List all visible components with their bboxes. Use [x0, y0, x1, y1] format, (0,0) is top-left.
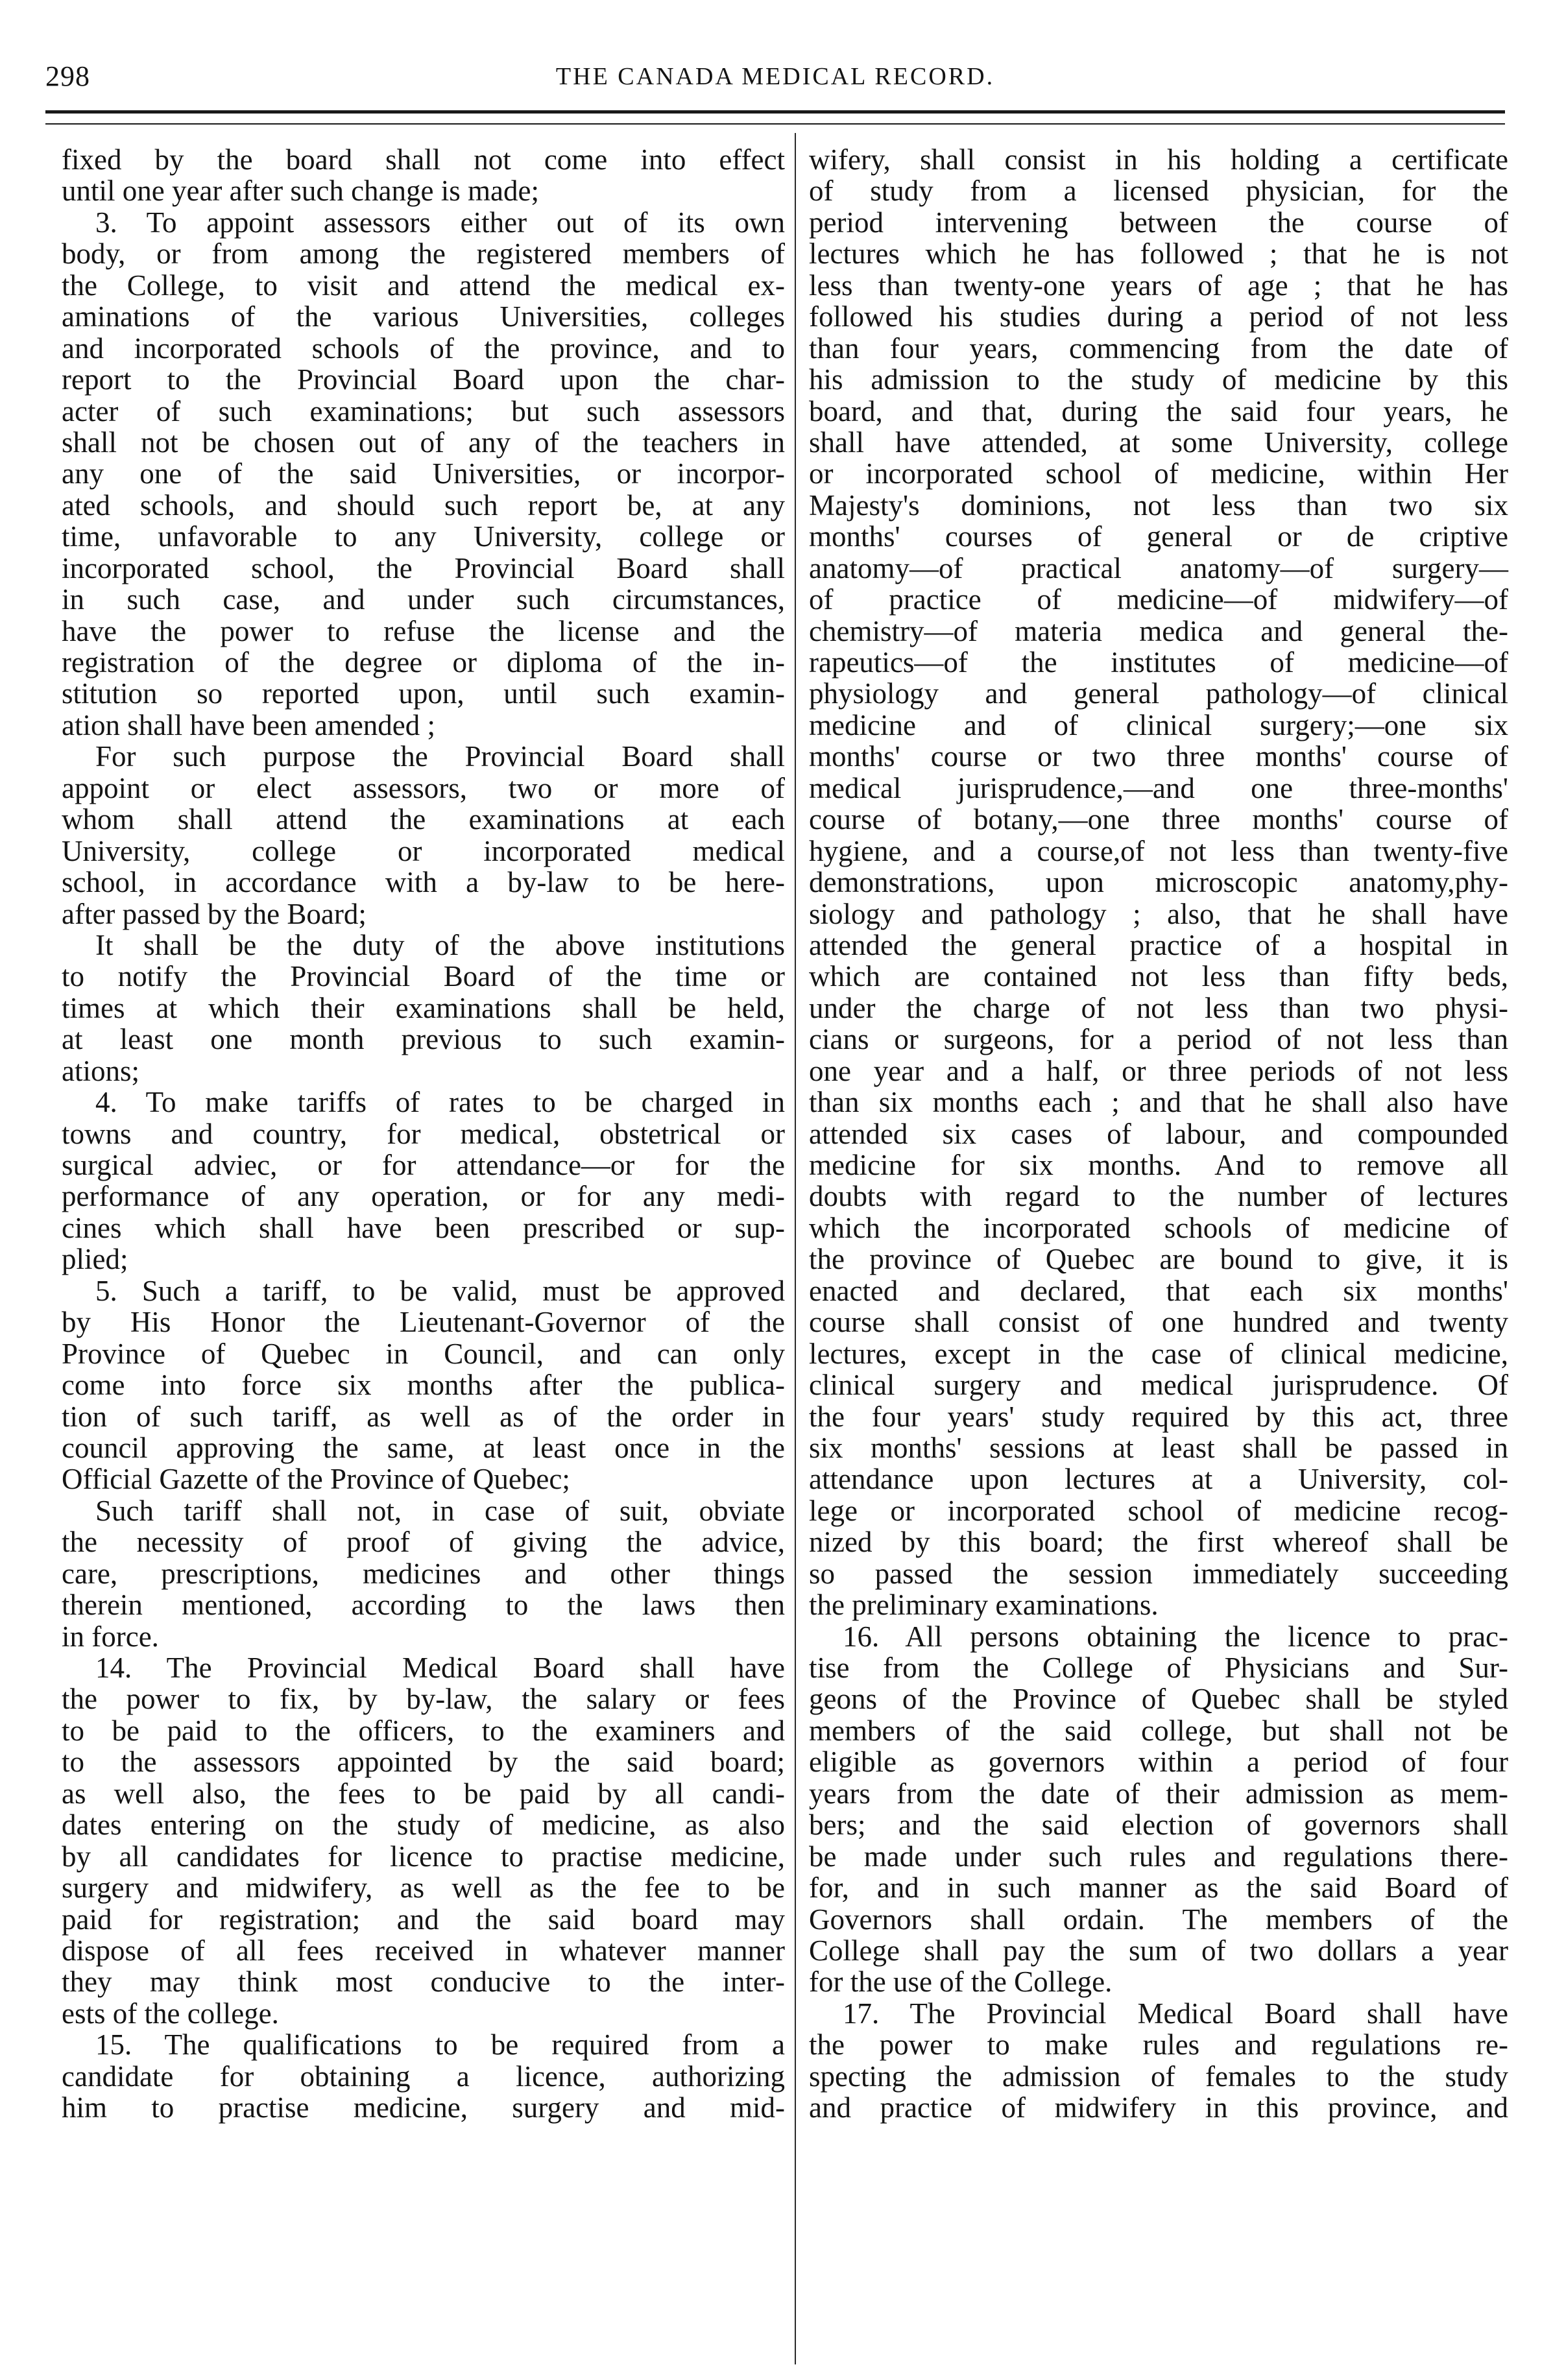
- text-line: come into force six months after the publica-: [62, 1369, 785, 1402]
- text-line: less than twenty-one years of age ; that he has: [809, 269, 1508, 302]
- text-line: surgery and midwifery, as well as the fee to be: [62, 1871, 785, 1905]
- text-line: than six months each ; and that he shall also have: [809, 1086, 1508, 1119]
- text-line: medical jurisprudence,—and one three-months': [809, 771, 1508, 804]
- text-line: wifery, shall consist in his holding a certificate: [809, 143, 1508, 176]
- text-line: at least one month previous to such examin-: [62, 1023, 785, 1056]
- text-line: in force.: [62, 1620, 159, 1653]
- text-line: surgical adviec, or for attendance—or for the: [62, 1149, 785, 1181]
- text-line: attended six cases of labour, and compounded: [809, 1117, 1508, 1150]
- text-line: College shall pay the sum of two dollars a year: [809, 1934, 1508, 1967]
- text-line: physiology and general pathology—of clinical: [809, 677, 1508, 710]
- text-line: the College, to visit and attend the medical ex-: [62, 269, 785, 302]
- text-line: bers; and the said election of governors shall: [809, 1809, 1508, 1842]
- text-line: acter of such examinations; but such assessors: [62, 394, 785, 427]
- text-line: months' courses of general or de criptive: [809, 520, 1508, 553]
- text-line: stitution so reported upon, until such examin-: [62, 677, 785, 710]
- text-line: Majesty's dominions, not less than two six: [809, 488, 1508, 522]
- text-line: candidate for obtaining a licence, authorizing: [62, 2060, 785, 2093]
- text-line: times at which their examinations shall be held,: [62, 991, 785, 1024]
- text-line: University, college or incorporated medical: [62, 834, 785, 867]
- text-line: siology and pathology ; also, that he shall have: [809, 897, 1508, 930]
- text-line: to notify the Provincial Board of the time or: [62, 960, 785, 993]
- text-line: clinical surgery and medical jurisprudence. Of: [809, 1369, 1508, 1402]
- text-line: after passed by the Board;: [62, 897, 367, 930]
- text-line: report to the Provincial Board upon the char-: [62, 363, 785, 396]
- text-line: 4. To make tariffs of rates to be charged in: [95, 1086, 785, 1119]
- text-line: shall have attended, at some University, college: [809, 426, 1508, 459]
- text-line: ations;: [62, 1054, 139, 1087]
- text-line: the preliminary examinations.: [809, 1589, 1159, 1622]
- text-line: the power to make rules and regulations re-: [809, 2028, 1508, 2061]
- text-line: members of the said college, but shall not be: [809, 1714, 1508, 1747]
- text-line: than four years, commencing from the date of: [809, 331, 1508, 365]
- text-line: ation shall have been amended ;: [62, 708, 436, 741]
- text-line: board, and that, during the said four years, he: [809, 394, 1508, 427]
- text-line: demonstrations, upon microscopic anatomy,phy-: [809, 866, 1508, 899]
- right-column: [809, 144, 1508, 2124]
- text-line: course of botany,—one three months' course of: [809, 803, 1508, 836]
- text-line: until one year after such change is made;: [62, 174, 539, 208]
- text-line: care, prescriptions, medicines and other things: [62, 1557, 785, 1590]
- text-line: aminations of the various Universities, colleges: [62, 300, 785, 333]
- running-title: THE CANADA MEDICAL RECORD.: [555, 63, 995, 90]
- text-line: the necessity of proof of giving the advice,: [62, 1526, 785, 1559]
- text-line: which are contained not less than fifty beds,: [809, 960, 1508, 993]
- text-line: geons of the Province of Quebec shall be styled: [809, 1683, 1508, 1716]
- text-line: incorporated school, the Provincial Board shall: [62, 551, 785, 584]
- text-line: one year and a half, or three periods of not less: [809, 1054, 1508, 1087]
- text-line: medicine for six months. And to remove all: [809, 1149, 1508, 1181]
- text-line: body, or from among the registered members of: [62, 237, 785, 270]
- text-line: For such purpose the Provincial Board shall: [95, 740, 785, 773]
- header-rule-thick: [45, 110, 1505, 114]
- text-line: which the incorporated schools of medicine of: [809, 1211, 1508, 1244]
- text-line: Such tariff shall not, in case of suit, obviate: [95, 1494, 785, 1527]
- text-line: chemistry—of materia medica and general the-: [809, 614, 1508, 647]
- text-line: of study from a licensed physician, for the: [809, 174, 1508, 208]
- text-line: they may think most conducive to the inter-: [62, 1965, 785, 1999]
- text-line: tise from the College of Physicians and Sur-: [809, 1652, 1508, 1684]
- text-line: Governors shall ordain. The members of the: [809, 1903, 1508, 1936]
- text-line: the power to fix, by by-law, the salary or fees: [62, 1683, 785, 1716]
- text-line: dates entering on the study of medicine, as also: [62, 1809, 785, 1842]
- text-line: specting the admission of females to the study: [809, 2060, 1508, 2093]
- text-line: anatomy—of practical anatomy—of surgery—: [809, 551, 1508, 584]
- text-line: period intervening between the course of: [809, 206, 1508, 239]
- text-line: doubts with regard to the number of lectures: [809, 1180, 1508, 1213]
- text-line: appoint or elect assessors, two or more of: [62, 771, 785, 804]
- text-line: 14. The Provincial Medical Board shall have: [95, 1652, 785, 1684]
- text-line: and incorporated schools of the province, and to: [62, 331, 785, 365]
- text-line: plied;: [62, 1243, 128, 1276]
- text-line: followed his studies during a period of not less: [809, 300, 1508, 333]
- text-line: time, unfavorable to any University, college or: [62, 520, 785, 553]
- text-line: rapeutics—of the institutes of medicine—of: [809, 646, 1508, 679]
- text-line: by all candidates for licence to practise medicine,: [62, 1840, 785, 1873]
- text-line: or incorporated school of medicine, within Her: [809, 457, 1508, 490]
- text-line: and practice of midwifery in this province, and: [809, 2091, 1508, 2124]
- text-line: so passed the session immediately succeeding: [809, 1557, 1508, 1590]
- text-line: be made under such rules and regulations there-: [809, 1840, 1508, 1873]
- text-line: performance of any operation, or for any medi-: [62, 1180, 785, 1213]
- text-line: any one of the said Universities, or incorpor-: [62, 457, 785, 490]
- text-line: council approving the same, at least once in the: [62, 1431, 785, 1464]
- text-line: lectures which he has followed ; that he is not: [809, 237, 1508, 270]
- text-line: Province of Quebec in Council, and can only: [62, 1337, 785, 1370]
- text-line: of practice of medicine—of midwifery—of: [809, 583, 1508, 616]
- text-line: cians or surgeons, for a period of not less than: [809, 1023, 1508, 1056]
- text-line: to the assessors appointed by the said board;: [62, 1746, 785, 1779]
- text-line: hygiene, and a course,of not less than twenty-five: [809, 834, 1508, 867]
- text-line: by His Honor the Lieutenant-Governor of the: [62, 1306, 785, 1339]
- text-line: six months' sessions at least shall be passed in: [809, 1431, 1508, 1464]
- header-rule-thin: [45, 123, 1505, 125]
- text-line: dispose of all fees received in whatever manner: [62, 1934, 785, 1967]
- text-line: whom shall attend the examinations at each: [62, 803, 785, 836]
- text-line: the province of Quebec are bound to give, it is: [809, 1243, 1508, 1276]
- text-line: It shall be the duty of the above institutions: [95, 928, 785, 961]
- text-line: towns and country, for medical, obstetrical or: [62, 1117, 785, 1150]
- text-line: registration of the degree or diploma of the in-: [62, 646, 785, 679]
- text-line: the four years' study required by this act, three: [809, 1400, 1508, 1433]
- text-line: 5. Such a tariff, to be valid, must be approved: [95, 1274, 785, 1307]
- column-divider: [795, 133, 796, 2364]
- running-header: [45, 60, 1505, 105]
- text-line: 3. To appoint assessors either out of its own: [95, 206, 785, 239]
- text-line: ests of the college.: [62, 1997, 279, 2030]
- text-line: his admission to the study of medicine by this: [809, 363, 1508, 396]
- text-line: to be paid to the officers, to the examiners and: [62, 1714, 785, 1747]
- text-line: therein mentioned, according to the laws then: [62, 1589, 785, 1622]
- text-line: attended the general practice of a hospital in: [809, 928, 1508, 961]
- text-line: tion of such tariff, as well as of the order in: [62, 1400, 785, 1433]
- text-line: eligible as governors within a period of four: [809, 1746, 1508, 1779]
- text-line: years from the date of their admission as mem-: [809, 1777, 1508, 1810]
- page-number: 298: [45, 60, 90, 92]
- text-line: fixed by the board shall not come into effect: [62, 143, 785, 176]
- text-line: cines which shall have been prescribed or sup-: [62, 1211, 785, 1244]
- text-line: months' course or two three months' course of: [809, 740, 1508, 773]
- left-column: [62, 144, 785, 2124]
- text-line: for, and in such manner as the said Board of: [809, 1871, 1508, 1905]
- text-line: have the power to refuse the license and the: [62, 614, 785, 647]
- text-line: ated schools, and should such report be, at any: [62, 488, 785, 522]
- text-line: school, in accordance with a by-law to be here-: [62, 866, 785, 899]
- text-line: course shall consist of one hundred and twenty: [809, 1306, 1508, 1339]
- text-line: as well also, the fees to be paid by all candi-: [62, 1777, 785, 1810]
- text-line: him to practise medicine, surgery and mid-: [62, 2091, 785, 2124]
- text-line: enacted and declared, that each six months': [809, 1274, 1508, 1307]
- text-line: 16. All persons obtaining the licence to prac-: [843, 1620, 1508, 1653]
- text-line: in such case, and under such circumstances,: [62, 583, 785, 616]
- text-line: nized by this board; the first whereof shall be: [809, 1526, 1508, 1559]
- text-line: attendance upon lectures at a University, col-: [809, 1463, 1508, 1496]
- text-line: Official Gazette of the Province of Quebec;: [62, 1463, 570, 1496]
- text-line: lectures, except in the case of clinical medicine,: [809, 1337, 1508, 1370]
- text-line: lege or incorporated school of medicine recog-: [809, 1494, 1508, 1527]
- text-line: medicine and of clinical surgery;—one six: [809, 708, 1508, 741]
- text-line: 17. The Provincial Medical Board shall have: [843, 1997, 1508, 2030]
- text-line: under the charge of not less than two physi-: [809, 991, 1508, 1024]
- text-line: 15. The qualifications to be required from a: [95, 2028, 785, 2061]
- text-line: shall not be chosen out of any of the teachers in: [62, 426, 785, 459]
- text-line: paid for registration; and the said board may: [62, 1903, 785, 1936]
- text-line: for the use of the College.: [809, 1965, 1113, 1999]
